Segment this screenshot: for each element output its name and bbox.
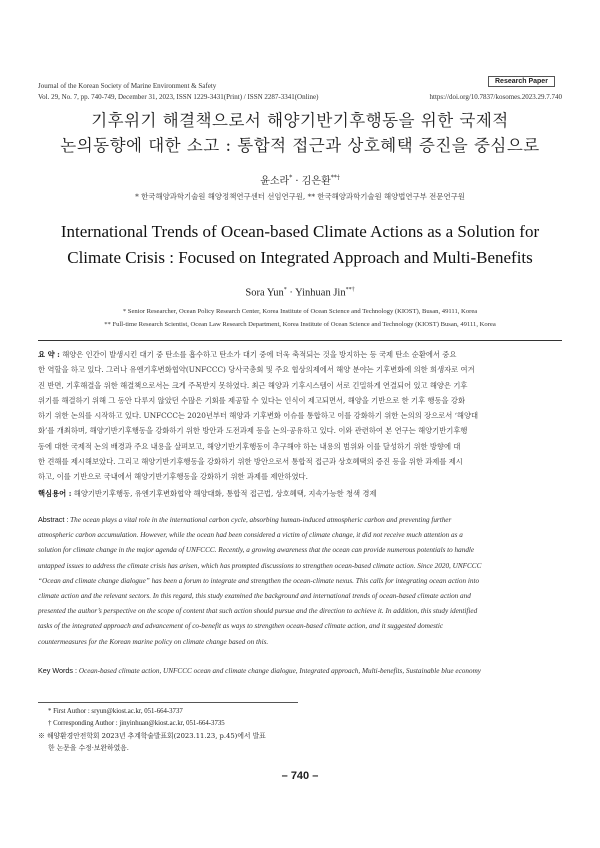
keywords-ko-label: 핵심용어 :	[38, 489, 72, 498]
author-ko-1-mark: *	[289, 174, 293, 182]
affiliation-ko: * 한국해양과학기술원 해양정책연구센터 선임연구원, ** 한국해양과학기술원 해양법연구부 전문연구원	[135, 192, 465, 201]
abstract-ko-line: 동에 대한 국제적 논의 배경과 주요 내용을 살펴보고, 해양기반기후행동이 추구해야 하는 내용의 범위와 이를 달성하기 위한 방향에 대	[38, 441, 461, 451]
abstract-en-line: climate action and the relevant sectors. In this regard, this study examined the background and international trends of ocean-based climate action and	[38, 592, 471, 601]
title-ko-line1: 기후위기 해결책으로서 해양기반기후행동을 위한 국제적	[91, 111, 509, 130]
title-ko-line2: 논의동향에 대한 소고 : 통합적 접근과 상호혜택 증진을 중심으로	[60, 136, 540, 155]
abstract-ko-line: 해양은 인간이 발생시킨 대기 중 탄소를 흡수하고 탄소가 대기 중에 더욱 축적되는 것을 방지하는 등 국제 탄소 순환에서 중요	[62, 350, 457, 359]
keywords-en	[38, 663, 578, 679]
footnote-corresponding-author: † Corresponding Author : jinyinhuan@kiost.ac.kr, 051-664-3735	[48, 720, 225, 727]
keywords-en-text: Ocean-based climate action, UNFCCC ocean and climate change dialogue, Integrated approach, Multi-benefits, Sustainable blue economy	[78, 667, 481, 675]
article-type-badge: Research Paper	[488, 76, 555, 87]
author-ko-2-mark: **†	[330, 174, 340, 182]
authors-en	[0, 287, 600, 299]
journal-name: Journal of the Korean Society of Marine Environment & Safety	[38, 82, 217, 90]
page-number: – 740 –	[281, 770, 319, 782]
author-ko-1: 윤소라	[260, 176, 290, 187]
author-separator: ·	[292, 176, 302, 187]
author-en-2: Yinhuan Jin	[295, 287, 346, 299]
abstract-ko-line: 하고, 이를 기반으로 국내에서 해양기반기후행동을 강화하기 위한 과제를 제안하였다.	[38, 472, 308, 482]
footnote-first-author: * First Author : sryun@kiost.ac.kr, 051-664-3737	[48, 708, 183, 715]
author-separator: ·	[286, 287, 296, 299]
section-divider	[38, 340, 562, 341]
keywords-en-label: Key Words :	[38, 666, 78, 675]
abstract-en-label: Abstract :	[38, 515, 69, 524]
title-en-line2: Climate Crisis : Focused on Integrated Approach and Multi-Benefits	[67, 248, 533, 267]
authors-ko	[0, 172, 600, 187]
keywords-ko	[38, 489, 377, 499]
footnote-presentation-note-2: 한 논문을 수정·보완하였음.	[48, 744, 129, 752]
abstract-en-line: “Ocean and climate change dialogue” has been a forum to integrate and strengthen the ocean-climate nexus. This calls for integrating ocean action into	[38, 576, 480, 585]
keywords-ko-text: 해양기반기후행동, 유엔기후변화협약 해양대화, 통합적 접근법, 상호혜택, 지속가능한 청색 경제	[73, 489, 377, 498]
author-en-1: Sora Yun	[245, 287, 284, 299]
footnote-divider	[38, 702, 298, 703]
volume-info: Vol. 29, No. 7, pp. 740-749, December 31, 2023, ISSN 1229-3431(Print) / ISSN 2287-3341(Online)	[38, 93, 319, 101]
abstract-ko-label: 요 약 :	[38, 350, 60, 359]
affiliation-en-2: ** Full-time Research Scientist, Ocean Law Research Department, Korea Institute of Ocean Science and Technology (KIOST) Busan, 49111, Korea	[104, 321, 496, 328]
abstract-en-line: tasks of the integrated approach and advancement of co-benefit as ways to strengthen ocean-based climate action, and it suggested domestic	[38, 622, 444, 631]
title-en-line1: International Trends of Ocean-based Climate Actions as a Solution for	[60, 222, 540, 241]
abstract-en-line: solution for climate change in the major agenda of UNFCCC. Recently, a growing awareness that the ocean can provide numerous potentials to handle	[38, 546, 475, 555]
abstract-ko-line: 진 반면, 기후해결을 위한 해결책으로서는 크게 주목받지 못하였다. 최근 해양과 기후시스템이 서로 긴밀하게 연결되어 있고 해양은 기후	[38, 380, 468, 390]
abstract-en	[38, 512, 562, 650]
author-en-2-mark: **†	[345, 287, 355, 293]
abstract-en-line: presented the author’s perspective on the scope of content that such action should pursue and the direction to achieve it. In addition, this study identified	[38, 607, 478, 616]
doi-link[interactable]: https://doi.org/10.7837/kosomes.2023.29.7.740	[429, 93, 562, 101]
abstract-ko-line: 하기 위한 논의를 시작하고 있다. UNFCCC는 2020년부터 해양과 기후변화 이슈를 통합하고 이를 강화하기 위한 논의의 장으로서 ‘해양대	[38, 411, 479, 421]
affiliation-en-1: * Senior Researcher, Ocean Policy Research Center, Korea Institute of Ocean Science and Technology (KIOST), Busan, 49111, Korea	[122, 308, 478, 315]
footnote-presentation-note-1: ※ 해양환경안전학회 2023년 추계학술발표회(2023.11.23, p.45)에서 발표	[38, 732, 266, 740]
abstract-en-line: countermeasures for the Korean marine policy on climate change based on this.	[38, 637, 269, 646]
abstract-ko-line: 화’를 개최하며, 해양기반기후행동을 강화하기 위한 방안과 도전과제 등을 논의·공유하고 있다. 이와 관련하여 본 연구는 해양기반기후행	[38, 426, 468, 436]
abstract-ko	[38, 347, 562, 485]
abstract-ko-line: 한 역할을 하고 있다. 그러나 유엔기후변화협약(UNFCCC) 당사국총회 및 주요 협상의제에서 해양 분야는 기후변화에 의한 희생자로 여겨	[38, 365, 475, 375]
abstract-en-line: atmospheric carbon accumulation. However, while the ocean had been considered a victim of climate change, it did not receive much attention as a	[38, 531, 463, 540]
abstract-en-line: untapped issues to address the climate crisis has arisen, which has prompted discussions to strengthen ocean-based climate action. Since 2020, UNFCCC	[38, 561, 482, 570]
abstract-ko-line: 위기를 해결하기 위해 그 동안 다루지 않았던 수많은 기회를 제공할 수 있다는 인식이 제고되면서, 해양을 기반으로 한 기후 행동을 강화	[38, 395, 466, 405]
author-en-1-mark: *	[283, 287, 287, 293]
author-ko-2: 김은환	[301, 176, 331, 187]
abstract-en-line: The ocean plays a vital role in the international carbon cycle, absorbing human-induced atmospheric carbon and preventing further	[70, 516, 452, 524]
abstract-ko-line: 한 견해를 제시해보았다. 그리고 해양기반기후행동을 강화하기 위한 방안으로서 통합적 접근과 상호혜택의 증진 등을 위한 과제를 제시	[38, 457, 463, 467]
